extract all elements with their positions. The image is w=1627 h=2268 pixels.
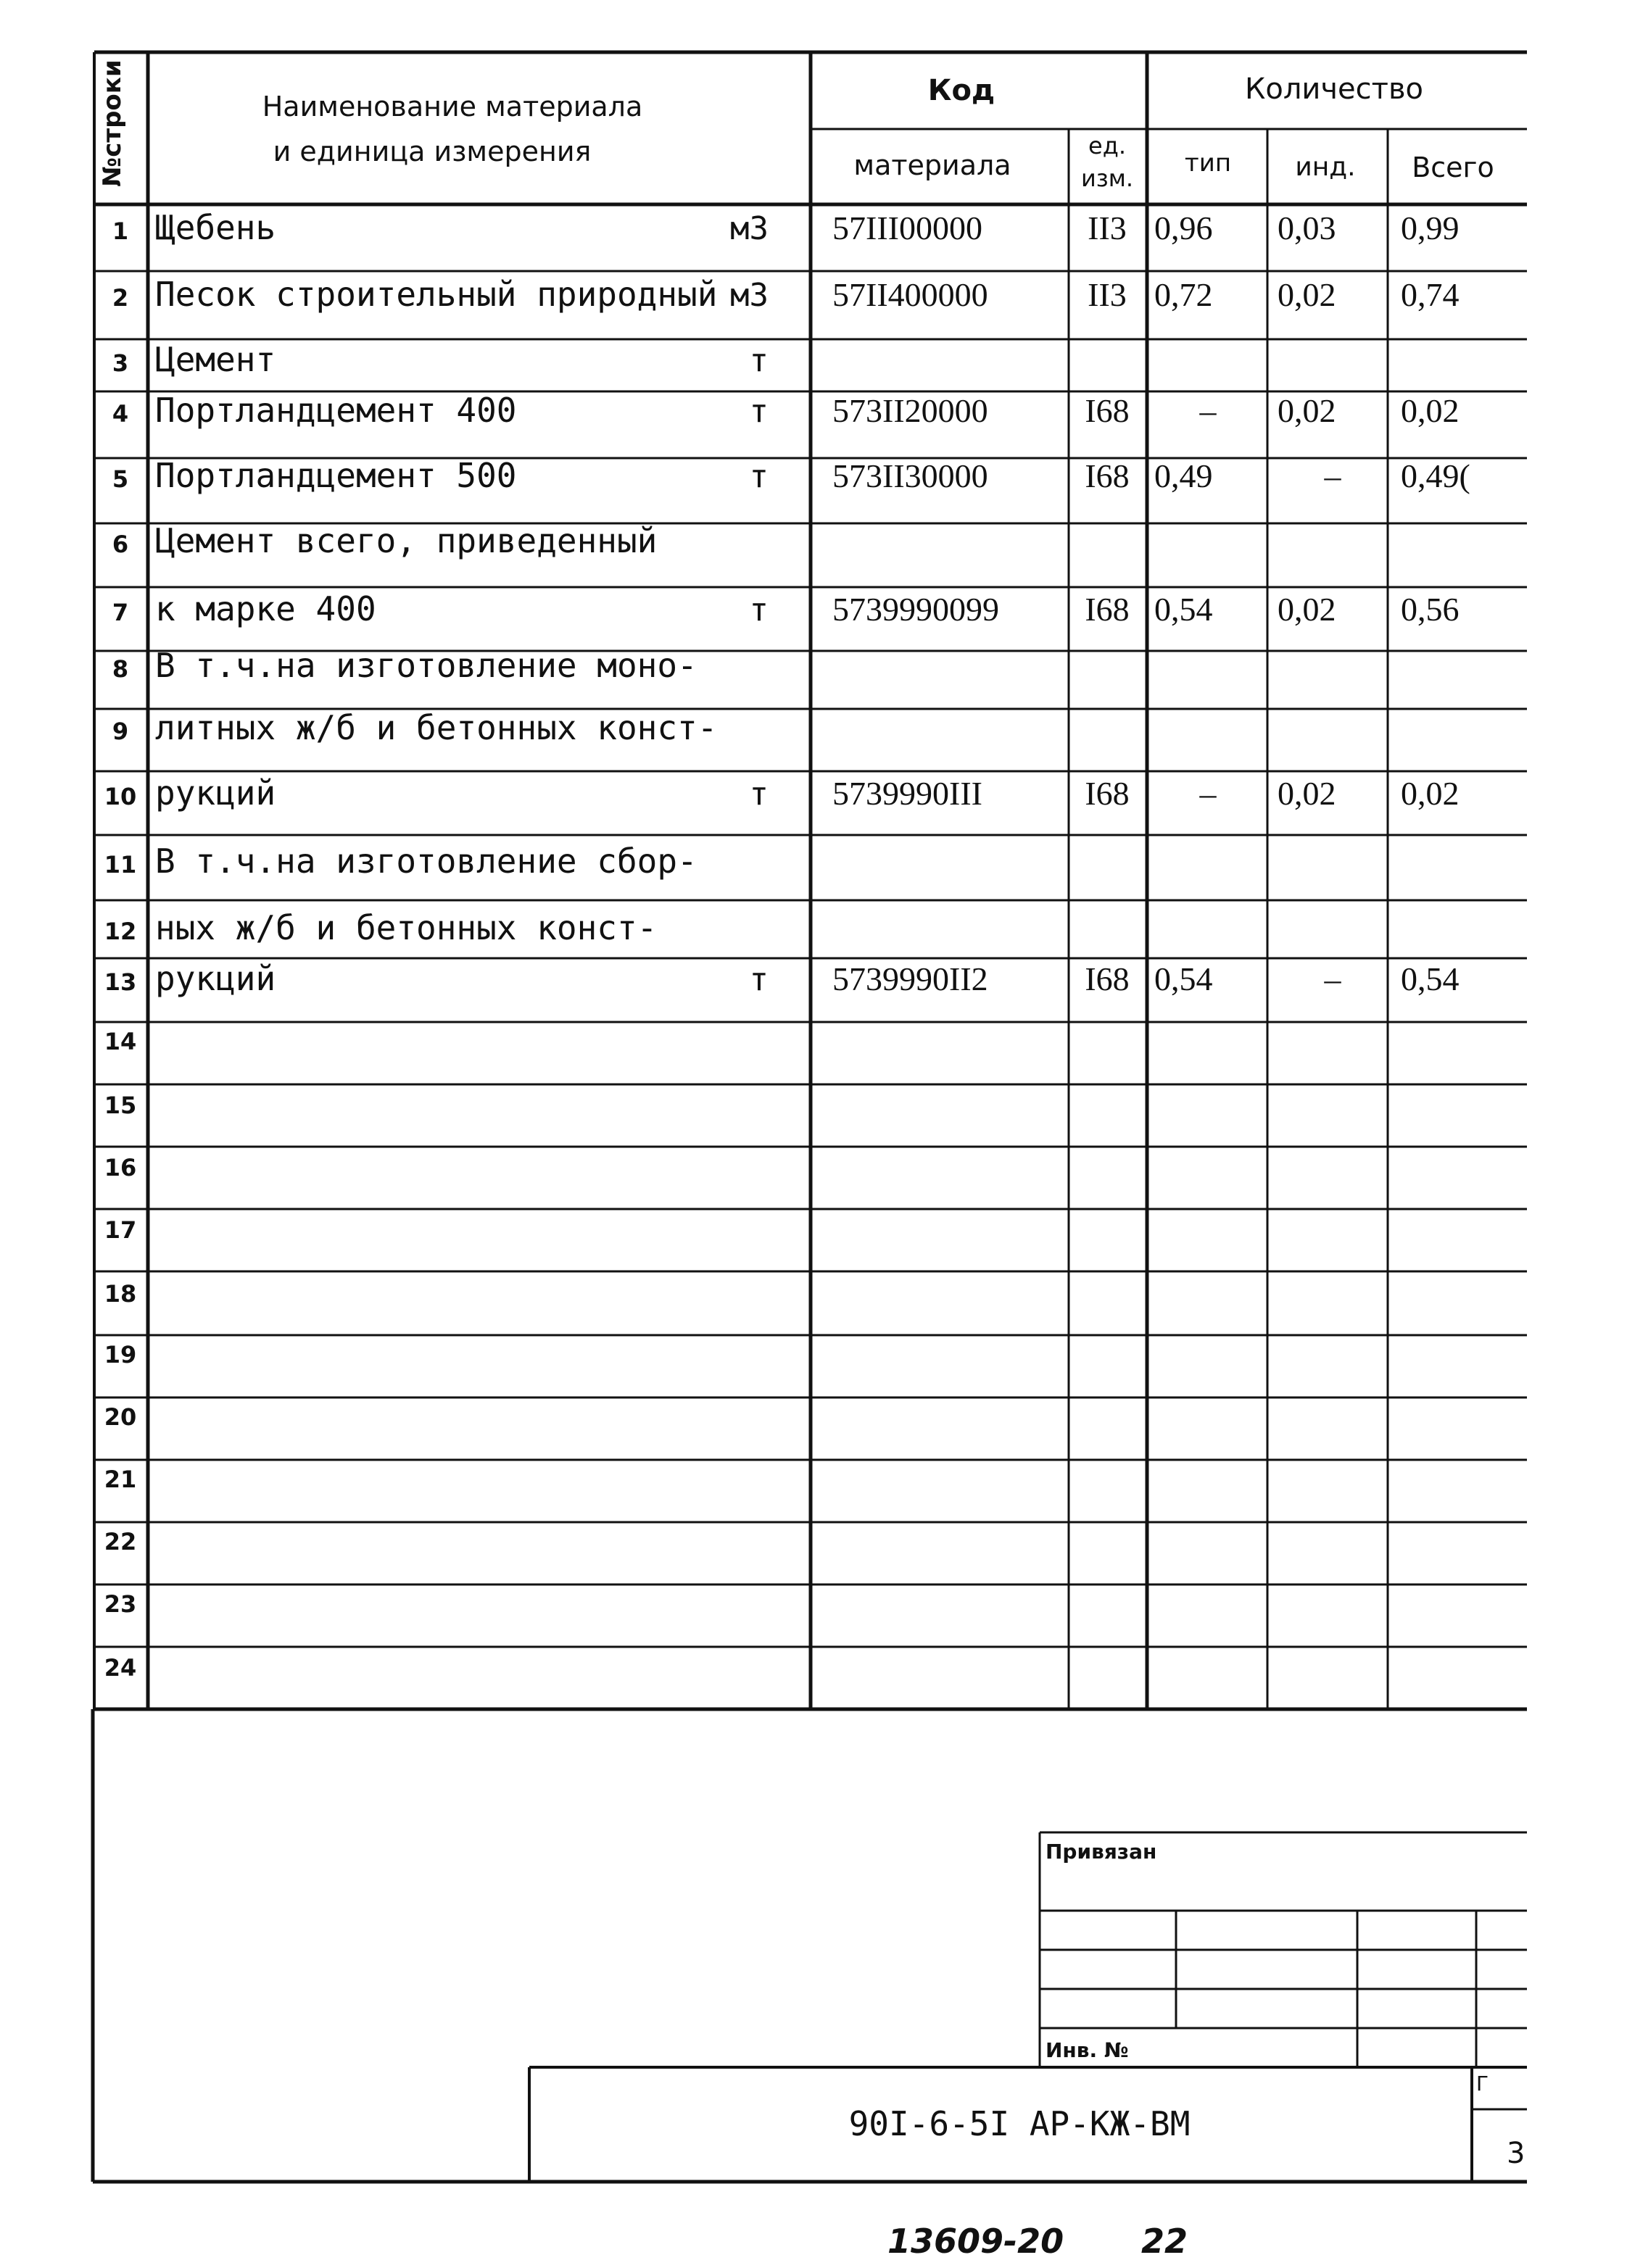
qty-ind: – [1324,457,1341,494]
row-number: 2 [112,284,129,312]
row-number: 22 [104,1528,137,1555]
material-code: 5739990II2 [832,960,988,997]
qty-type: 0,54 [1154,960,1213,997]
table-grid-lines [93,52,1527,2182]
table-row [112,646,697,685]
material-name: литных ж/б и бетонных конст- [155,708,718,747]
unit: т [749,342,769,379]
table-row [104,1341,137,1368]
row-number: 24 [104,1654,137,1682]
table-row [104,1280,137,1308]
code-group-header: Код [927,74,995,107]
qty-ind: – [1324,960,1341,997]
unit-code: II3 [1088,276,1127,313]
table-row [104,1216,137,1244]
material-name: Песок строительный природный [155,275,718,314]
row-number: 19 [104,1341,137,1368]
material-code: 573II20000 [832,392,988,429]
qty-type: 0,96 [1154,209,1213,246]
row-number: 13 [104,968,137,996]
row-number: 18 [104,1280,137,1308]
row-number: 8 [112,655,129,683]
row-number: 9 [112,718,129,745]
unit: т [749,393,769,430]
qty-total: 0,02 [1401,775,1460,812]
unit: т [749,591,769,628]
unit-code: I68 [1085,591,1130,628]
table-row [104,959,1460,998]
table-row [112,391,1460,430]
material-name: к марке 400 [155,589,376,628]
unit: т [749,776,769,813]
qty-total: 0,54 [1401,960,1460,997]
table-row [112,275,1460,314]
row-number: 20 [104,1403,137,1431]
quantity-group-header: Количество [1244,72,1424,106]
row-number: 4 [112,400,129,428]
table-row [104,1092,137,1119]
unit: м3 [730,277,769,314]
table-row [112,589,1460,628]
material-code: 5739990III [832,775,982,812]
qty-type-header: тип [1184,149,1232,178]
qty-total-header: Всего [1412,151,1494,183]
material-name: Цемент [155,340,276,379]
unit: м3 [730,210,769,247]
bound-label: Привязан [1046,1840,1157,1864]
material-name: рукций [155,773,276,813]
qty-total: 0,56 [1401,591,1460,628]
material-name: Портландцемент 500 [155,456,517,495]
table-row [104,1590,137,1618]
qty-ind: 0,02 [1278,775,1336,812]
material-code: 573II30000 [832,457,988,494]
row-number: 5 [112,465,129,493]
table-row [104,1466,137,1493]
unit-code: II3 [1088,209,1127,246]
unit: т [749,961,769,998]
table-row [104,842,697,881]
row-number: 15 [104,1092,137,1119]
row-number: 6 [112,531,129,558]
qty-type: – [1199,392,1217,429]
material-code: 57II400000 [832,276,988,313]
inventory-number-label: Инв. № [1046,2038,1129,2062]
row-number: 1 [112,217,129,245]
material-name: рукций [155,959,276,998]
page-number: 22 [1141,2222,1188,2261]
qty-type: 0,72 [1154,276,1213,313]
material-code: 57III00000 [832,209,982,246]
row-number: 12 [104,918,137,945]
qty-type: 0,49 [1154,457,1213,494]
table-row [112,708,718,747]
qty-ind: 0,03 [1278,209,1336,246]
row-number: 16 [104,1154,137,1181]
table-row [104,1028,137,1055]
unit-code: I68 [1085,457,1130,494]
material-code: 5739990099 [832,591,999,628]
qty-ind: 0,02 [1278,392,1336,429]
material-name: Щебень [155,208,276,247]
row-number: 3 [112,349,129,377]
row-number: 11 [104,851,137,878]
row-number: 17 [104,1216,137,1244]
qty-ind: 0,02 [1278,591,1336,628]
table-row [112,340,769,379]
table-row [104,1528,137,1555]
drawing-designation: 90I-6-5I АР-КЖ-ВМ [848,2104,1191,2143]
table-row [104,1654,137,1682]
material-name: В т.ч.на изготовление моно- [155,646,697,685]
row-number-header: №строки [98,59,127,187]
row-number: 7 [112,599,129,626]
sheet-number-fragment: 3 [1507,2137,1525,2170]
qty-ind-header: инд. [1295,152,1356,182]
row-number: 23 [104,1590,137,1618]
unit-code: I68 [1085,775,1130,812]
corner-mark: Г [1476,2072,1489,2095]
row-number: 14 [104,1028,137,1055]
qty-total: 0,49( [1401,457,1470,494]
table-row [104,1403,137,1431]
unit-code: I68 [1085,392,1130,429]
qty-type: – [1199,775,1217,812]
material-name: В т.ч.на изготовление сбор- [155,842,697,881]
table-row [112,521,657,560]
qty-type: 0,54 [1154,591,1213,628]
unit-code-header-line2: изм. [1080,165,1134,192]
qty-total: 0,99 [1401,209,1460,246]
table-row [104,1154,137,1181]
table-row [104,908,658,947]
unit: т [749,458,769,495]
unit-code: I68 [1085,960,1130,997]
row-number: 10 [104,783,137,810]
name-header-line1: Наименование материала [262,91,643,122]
handwritten-archive-code: 13609-20 [887,2222,1064,2261]
material-name: ных ж/б и бетонных конст- [155,908,658,947]
material-code-header: материала [853,149,1011,181]
qty-total: 0,02 [1401,392,1460,429]
material-name: Цемент всего, приведенный [155,521,658,560]
table-row [112,208,1460,247]
name-header-line2: и единица измерения [273,136,592,167]
qty-total: 0,74 [1401,276,1460,313]
table-row [104,773,1460,813]
material-name: Портландцемент 400 [155,391,517,430]
row-number: 21 [104,1466,137,1493]
qty-ind: 0,02 [1278,276,1336,313]
unit-code-header-line1: ед. [1088,132,1126,159]
